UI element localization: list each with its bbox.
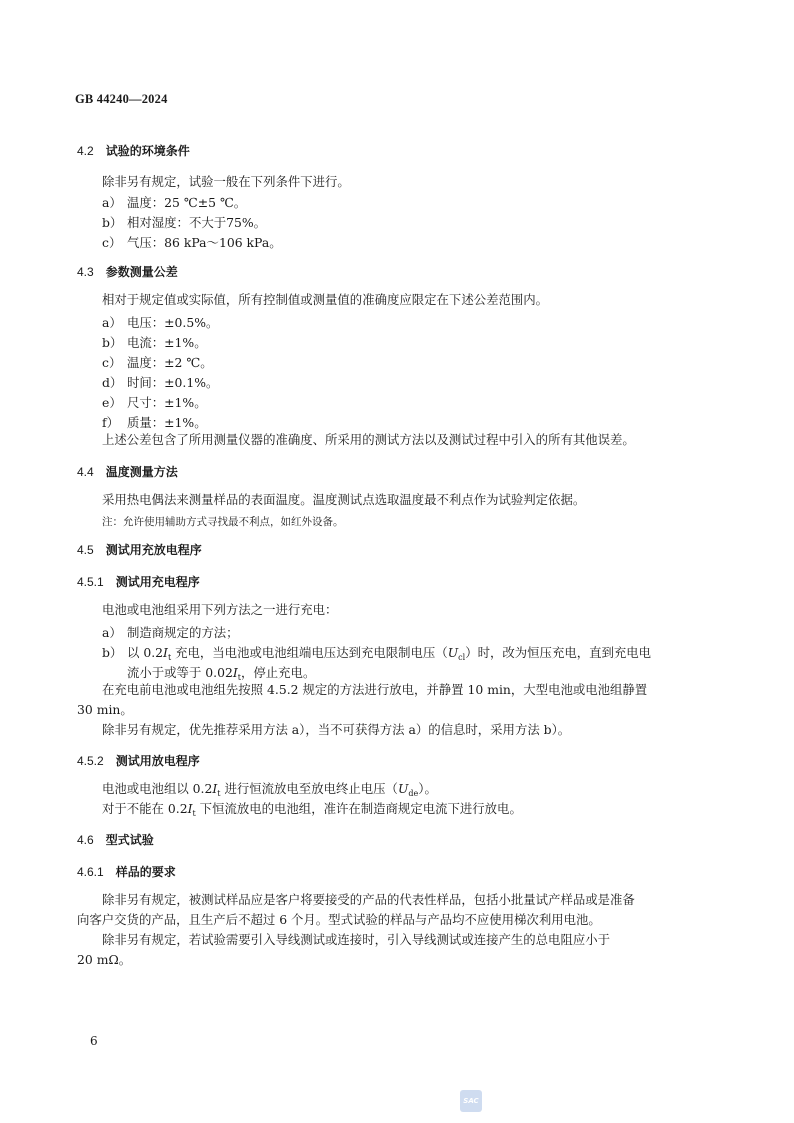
note: 注：允许使用辅助方式寻找最不利点，如红外设备。 bbox=[102, 516, 344, 528]
list-item: f） 质量：±1%。 bbox=[102, 415, 207, 430]
paragraph-continuation: 向客户交货的产品，且生产后不超过 6 个月。型式试验的样品与产品均不应使用梯次利用电池。 bbox=[77, 912, 601, 927]
list-item: b） 相对湿度：不大于75%。 bbox=[102, 215, 267, 230]
section-heading-4-5: 4.5 测试用充放电程序 bbox=[77, 543, 202, 557]
section-heading-4-5-1: 4.5.1 测试用充电程序 bbox=[77, 575, 200, 589]
standard-header bbox=[75, 92, 168, 107]
list-item-continuation: 流小于或等于 $0.02I_t$，停止充电。 bbox=[127, 665, 316, 682]
paragraph: 在充电前电池或电池组先按照 4.5.2 规定的方法进行放电，并静置 10 min，大型电池或电池组静置 bbox=[102, 682, 648, 697]
list-item: d） 时间：±0.1%。 bbox=[102, 375, 219, 390]
list-item: a） 电压：±0.5%。 bbox=[102, 315, 219, 330]
paragraph: 电池或电池组以 $0.2I_t$ 进行恒流放电至放电终止电压$(U_{de})$。 bbox=[102, 781, 437, 798]
section-heading-4-2: 4.2 试验的环境条件 bbox=[77, 144, 190, 158]
section-heading-4-6: 4.6 型式试验 bbox=[77, 833, 154, 847]
list-item: a） 制造商规定的方法； bbox=[102, 625, 239, 640]
paragraph-continuation: 20 mΩ。 bbox=[77, 952, 132, 967]
paragraph: 相对于规定值或实际值，所有控制值或测量值的准确度应限定在下述公差范围内。 bbox=[102, 292, 549, 307]
paragraph-continuation: 30 min。 bbox=[77, 702, 133, 717]
section-heading-4-5-2: 4.5.2 测试用放电程序 bbox=[77, 754, 200, 768]
standard-id: GB 44240—2024 bbox=[75, 92, 168, 106]
list-item: a） 温度：25 ℃±5 ℃。 bbox=[102, 195, 247, 210]
paragraph: 除非另有规定，优先推荐采用方法 a），当不可获得方法 a）的信息时，采用方法 b）。 bbox=[102, 722, 571, 737]
section-heading-4-6-1: 4.6.1 样品的要求 bbox=[77, 865, 176, 879]
paragraph: 除非另有规定，若试验需要引入导线测试或连接时，引入导线测试或连接产生的总电阻应小于 bbox=[102, 932, 611, 947]
list-item: c） 温度：±2 ℃。 bbox=[102, 355, 213, 370]
paragraph: 上述公差包含了所用测量仪器的准确度、所采用的测试方法以及测试过程中引入的所有其他误差。 bbox=[102, 432, 635, 447]
list-item: c） 气压：86 kPa～106 kPa。 bbox=[102, 235, 282, 250]
list-item: b） 电流：±1%。 bbox=[102, 335, 207, 350]
list-item: e） 尺寸：±1%。 bbox=[102, 395, 207, 410]
paragraph: 除非另有规定，试验一般在下列条件下进行。 bbox=[102, 174, 350, 189]
paragraph: 对于不能在 $0.2I_t$ 下恒流放电的电池组，准许在制造商规定电流下进行放电。 bbox=[102, 801, 522, 818]
paragraph: 采用热电偶法来测量样品的表面温度。温度测试点选取温度最不利点作为试验判定依据。 bbox=[102, 492, 586, 507]
paragraph: 电池或电池组采用下列方法之一进行充电： bbox=[102, 602, 338, 617]
sac-logo-icon: SAC bbox=[460, 1090, 482, 1112]
list-item: b） 以 $0.2I_t$ 充电，当电池或电池组端电压达到充电限制电压$(U_{cl})$时，改为恒压充电，直到充电电 bbox=[102, 645, 652, 662]
paragraph: 除非另有规定，被测试样品应是客户将要接受的产品的代表性样品，包括小批量试产样品或是准备 bbox=[102, 892, 635, 907]
section-heading-4-4: 4.4 温度测量方法 bbox=[77, 465, 178, 479]
section-heading-4-3: 4.3 参数测量公差 bbox=[77, 265, 178, 279]
page-number: 6 bbox=[90, 1034, 98, 1048]
